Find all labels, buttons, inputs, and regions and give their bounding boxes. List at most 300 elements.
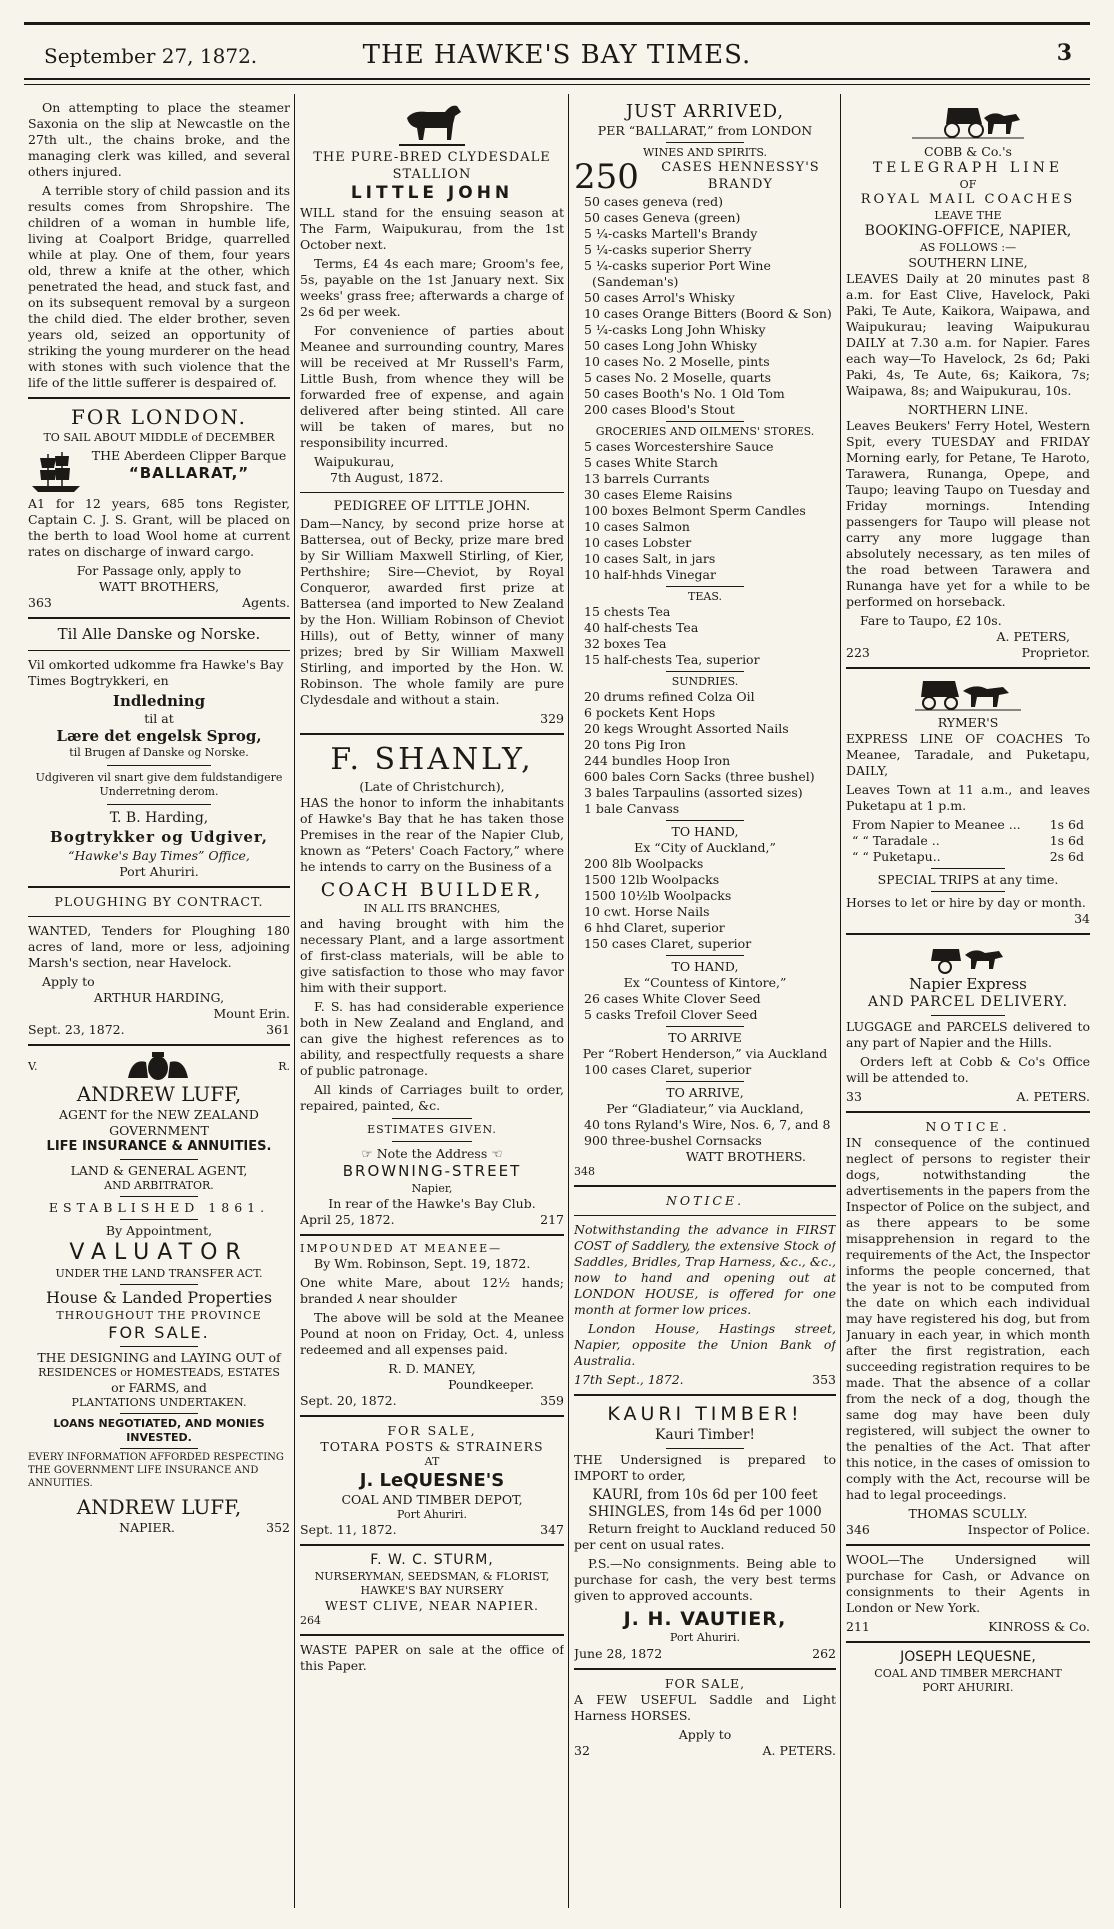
fare-row bbox=[846, 849, 1090, 865]
ship-name: “BALLARAT,” bbox=[128, 463, 250, 482]
masthead bbox=[24, 26, 1090, 72]
ad-title: FOR SALE, bbox=[387, 1422, 477, 1438]
list-item: 5 ¼-casks superior Sherry bbox=[584, 242, 752, 258]
name: THOMAS SCULLY. bbox=[908, 1505, 1028, 1521]
ad-intro: THE Aberdeen Clipper Barque bbox=[91, 447, 287, 463]
name: A. PETERS. bbox=[762, 1742, 836, 1758]
ad-body: A FEW USEFUL Saddle and Light Harness HORSES. bbox=[574, 1691, 836, 1723]
text: PER “BALLARAT,” from LONDON bbox=[597, 123, 813, 139]
horse-icon bbox=[397, 100, 467, 150]
ad-number: 211 bbox=[846, 1618, 870, 1634]
list-item: 50 cases Geneva (green) bbox=[584, 210, 741, 226]
ad-number: 223 bbox=[846, 644, 870, 660]
ad-cobb-and-co bbox=[846, 100, 1090, 661]
list-item: 10 cases Salmon bbox=[584, 519, 690, 535]
list-item: 50 cases Long John Whisky bbox=[584, 338, 757, 354]
ad-body: HAS the honor to inform the inhabitants of Hawke's Bay that he has taken those Premises in the rear of the Napier Club, known as “Peters' Coach Factory,” where he intends to carry on the Business of a bbox=[300, 795, 564, 875]
divider bbox=[931, 1015, 1004, 1016]
list-item: 32 boxes Tea bbox=[584, 636, 667, 652]
newspaper-title: THE HAWKE'S BAY TIMES. bbox=[362, 40, 752, 70]
ad-number: 33 bbox=[846, 1088, 862, 1104]
text: By Wm. Robinson, Sept. 19, 1872. bbox=[314, 1255, 531, 1271]
street: BROWNING-STREET bbox=[342, 1162, 522, 1181]
ad-number: 34 bbox=[1074, 910, 1090, 926]
column-4 bbox=[846, 100, 1090, 1912]
route-title: SOUTHERN LINE, bbox=[908, 254, 1028, 270]
divider bbox=[666, 955, 745, 956]
grocer-list bbox=[574, 439, 836, 583]
date: 7th August, 1872. bbox=[330, 470, 444, 485]
text: V. bbox=[28, 1059, 38, 1073]
fare-route: “ “ Puketapu.. bbox=[852, 848, 941, 864]
ad-number: 359 bbox=[540, 1392, 564, 1408]
date: 17th Sept., 1872. bbox=[574, 1372, 684, 1388]
route-title: NORTHERN LINE. bbox=[907, 401, 1029, 417]
divider bbox=[846, 1111, 1090, 1113]
to-arrive-list bbox=[574, 1062, 836, 1078]
list-item: 150 cases Claret, superior bbox=[584, 936, 752, 952]
role: Inspector of Police. bbox=[967, 1521, 1090, 1537]
divider bbox=[666, 1026, 745, 1027]
divider bbox=[300, 1544, 564, 1546]
fare-price: 1s 6d bbox=[1049, 832, 1084, 848]
office: “Hawke's Bay Times” Office, bbox=[68, 847, 250, 863]
pointing-hand-icon: ☜ bbox=[487, 1146, 503, 1162]
ad-for-london bbox=[28, 405, 290, 611]
ad-title: NOTICE. bbox=[665, 1193, 745, 1209]
to-arrive-list bbox=[574, 1117, 836, 1149]
ship-row bbox=[28, 448, 290, 496]
horse-name: LITTLE JOHN bbox=[350, 183, 514, 204]
divider bbox=[931, 868, 1004, 869]
ad-body: EXPRESS LINE OF COACHES To Meanee, Taradale, and Puketapu, DAILY, bbox=[846, 730, 1090, 778]
agent-name: ANDREW LUFF, bbox=[76, 1494, 242, 1519]
list-item: 20 kegs Wrought Assorted Nails bbox=[584, 721, 789, 737]
name: A. PETERS, bbox=[996, 628, 1070, 644]
to-hand-list bbox=[574, 856, 836, 952]
merchant-name: JOSEPH LEQUESNE, bbox=[900, 1648, 1036, 1665]
text: THE DESIGNING and LAYING OUT of bbox=[37, 1350, 281, 1366]
column-1 bbox=[28, 100, 290, 1912]
ad-title: F. SHANLY, bbox=[330, 741, 534, 777]
apply: Apply to bbox=[42, 973, 95, 989]
tea-list bbox=[574, 604, 836, 668]
text: PLANTATIONS UNDERTAKEN. bbox=[71, 1396, 247, 1410]
terms: Terms, £4 4s each mare; Groom's fee, 5s, payable on the 1st January next. Six weeks' grass free; afterwards a charge of 2s 6d per week. bbox=[300, 256, 564, 319]
section-title: TO ARRIVE bbox=[668, 1030, 742, 1046]
role: Poundkeeper. bbox=[448, 1376, 534, 1392]
list-item: 15 chests Tea bbox=[584, 604, 671, 620]
place: PORT AHURIRI. bbox=[922, 1680, 1014, 1694]
divider bbox=[300, 1415, 564, 1417]
ad-number: 347 bbox=[540, 1522, 564, 1538]
section-title: TO ARRIVE, bbox=[666, 1085, 744, 1101]
ad-napier-express bbox=[846, 941, 1090, 1105]
list-item: 50 cases geneva (red) bbox=[584, 194, 723, 210]
list-item: 30 cases Eleme Raisins bbox=[584, 487, 733, 503]
address-note bbox=[300, 1146, 564, 1162]
section-title: TO HAND, bbox=[671, 959, 739, 975]
list-item: 1 bale Canvass bbox=[584, 801, 680, 817]
divider bbox=[666, 1081, 745, 1082]
divider bbox=[300, 1234, 564, 1236]
ad-body: Notwithstanding the advance in FIRST COST of Saddlery, the extensive Stock of Saddles, Bridles, Trap Harness, &c., &c., now to hand and opening out at LONDON HOUSE, is offered for one month at former low prices. bbox=[574, 1222, 836, 1318]
price-line: SHINGLES, from 14s 6d per 1000 bbox=[588, 1503, 822, 1520]
newspaper-page bbox=[24, 22, 1090, 1912]
list-item: 5 cases No. 2 Moselle, quarts bbox=[584, 370, 772, 386]
name: ARTHUR HARDING, bbox=[93, 989, 225, 1005]
list-item: 15 half-chests Tea, superior bbox=[584, 652, 760, 668]
merchant-name: J. LeQUESNE'S bbox=[359, 1469, 505, 1491]
divider bbox=[574, 1215, 836, 1216]
list-item: 40 tons Ryland's Wire, Nos. 6, 7, and 8 bbox=[584, 1117, 831, 1133]
text: AT bbox=[424, 1454, 440, 1468]
column-3 bbox=[574, 100, 836, 1912]
divider bbox=[120, 1346, 199, 1347]
text: COAL AND TIMBER DEPOT, bbox=[341, 1491, 523, 1507]
text: Ex “Countess of Kintore,” bbox=[623, 975, 787, 991]
place: Port Ahuriri. bbox=[670, 1631, 740, 1645]
divider bbox=[120, 1219, 199, 1220]
list-item: 244 bundles Hoop Iron bbox=[584, 753, 731, 769]
ad-title: Til Alle Danske og Norske. bbox=[57, 624, 261, 643]
ad-body: P.S.—No consignments. Being able to purchase for cash, the very best terms given to approved accounts. bbox=[574, 1556, 836, 1604]
list-item: 10 cases Lobster bbox=[584, 535, 692, 551]
date: Sept. 20, 1872. bbox=[300, 1392, 397, 1408]
ad-shanly bbox=[300, 741, 564, 1228]
list-item: 600 bales Corn Sacks (three bushel) bbox=[584, 769, 815, 785]
to-hand-list bbox=[574, 991, 836, 1023]
ad-lequesne bbox=[846, 1649, 1090, 1695]
list-item: 100 boxes Belmont Sperm Candles bbox=[584, 503, 806, 519]
divider bbox=[846, 667, 1090, 669]
divider bbox=[392, 1118, 471, 1119]
divider bbox=[666, 671, 745, 672]
divider bbox=[666, 142, 745, 143]
text: SPECIAL TRIPS at any time. bbox=[877, 871, 1059, 887]
list-item: 10 half-hhds Vinegar bbox=[584, 567, 716, 583]
text: By Appointment, bbox=[105, 1222, 213, 1238]
divider bbox=[666, 421, 745, 422]
ad-number: 262 bbox=[812, 1645, 836, 1661]
column-2 bbox=[300, 100, 564, 1912]
big-number: 250 bbox=[574, 157, 639, 198]
text: ESTABLISHED 1861. bbox=[48, 1199, 270, 1215]
issue-date: September 27, 1872. bbox=[44, 44, 258, 68]
ad-title: JUST ARRIVED, bbox=[625, 101, 785, 122]
fare-row bbox=[846, 817, 1090, 833]
text: THROUGHOUT THE PROVINCE bbox=[56, 1308, 262, 1322]
heading: BOOKING-OFFICE, NAPIER, bbox=[864, 222, 1072, 239]
divider bbox=[392, 1141, 471, 1142]
heading: FOR SALE. bbox=[108, 1322, 210, 1342]
list-item: 26 cases White Clover Seed bbox=[584, 991, 761, 1007]
heading: TELEGRAPH LINE bbox=[872, 160, 1064, 176]
gothic-text: Bogtrykker og Udgiver, bbox=[50, 828, 268, 847]
fare-price: 2s 6d bbox=[1049, 848, 1084, 864]
fares-table bbox=[846, 817, 1090, 865]
ad-body: Vil omkorted udkomme fra Hawke's Bay Times Bogtrykkeri, en bbox=[28, 656, 284, 688]
text: Note the Address bbox=[376, 1146, 488, 1162]
text: Napier, bbox=[411, 1181, 453, 1195]
text: RESIDENCES or HOMESTEADS, ESTATES bbox=[38, 1366, 280, 1380]
ad-body: WILL stand for the ensuing season at The Farm, Waipukurau, from the 1st October next. bbox=[300, 205, 564, 252]
ad-passage: For Passage only, apply to bbox=[76, 562, 242, 578]
list-item: 40 half-chests Tea bbox=[584, 620, 699, 636]
divider bbox=[300, 733, 564, 735]
text: til Brugen af Danske og Norske. bbox=[69, 746, 249, 760]
ad-number: 346 bbox=[846, 1521, 870, 1537]
ad-number: 361 bbox=[266, 1021, 290, 1037]
ad-rymer bbox=[846, 675, 1090, 927]
text: In rear of the Hawke's Bay Club. bbox=[328, 1195, 536, 1211]
text: COAL AND TIMBER MERCHANT bbox=[874, 1666, 1062, 1680]
text: LEAVE THE bbox=[934, 208, 1002, 222]
divider bbox=[574, 1185, 836, 1187]
ad-saddlery-notice bbox=[574, 1193, 836, 1388]
divider bbox=[120, 1284, 199, 1285]
ad-subtitle: TO SAIL ABOUT MIDDLE of DECEMBER bbox=[43, 430, 275, 444]
ad-body: Return freight to Auckland reduced 50 per cent on usual rates. bbox=[574, 1521, 836, 1553]
text: AGENT for the NEW ZEALAND GOVERNMENT bbox=[59, 1107, 259, 1139]
date: June 28, 1872 bbox=[574, 1645, 663, 1661]
ad-kauri bbox=[574, 1402, 836, 1661]
section-title: TEAS. bbox=[688, 590, 722, 604]
fare-row bbox=[846, 833, 1090, 849]
place: Waipukurau, bbox=[314, 454, 395, 469]
ad-body: All kinds of Carriages built to order, repaired, painted, &c. bbox=[300, 1082, 564, 1114]
fare-route: “ “ Taradale .. bbox=[852, 832, 940, 848]
divider bbox=[574, 1394, 836, 1396]
name: A. PETERS. bbox=[1016, 1088, 1090, 1104]
text: or FARMS, and bbox=[111, 1380, 207, 1396]
name: KINROSS & Co. bbox=[988, 1618, 1090, 1634]
divider bbox=[28, 1044, 290, 1046]
ad-number: 329 bbox=[540, 710, 564, 726]
text: Horses to let or hire by day or month. bbox=[846, 894, 1086, 910]
list-item: 10 cases No. 2 Moselle, pints bbox=[584, 354, 770, 370]
list-item: 1500 12lb Woolpacks bbox=[584, 872, 720, 888]
agent-role: Agents. bbox=[242, 594, 290, 610]
divider bbox=[28, 650, 290, 651]
agent-name: ANDREW LUFF, bbox=[76, 1081, 242, 1106]
section-title: TO HAND, bbox=[671, 824, 739, 840]
divider bbox=[120, 1159, 199, 1160]
pointing-hand-icon: ☞ bbox=[361, 1146, 377, 1162]
divider bbox=[120, 1448, 199, 1449]
news-item: A terrible story of child passion and its results comes from Shropshire. The children of a woman in humble life, living at Coalport Bridge, quarrelled while at play. One of them, four years old, threw a knife at the other, which penetrated the head, and stuck fast, and on its subsequent removal by a surgeon the child died. The elder brother, seven years old, seized an opportunity of striking the young murderer on the head with stones with such violence that the life of the little sufferer is despaired of. bbox=[28, 183, 290, 390]
merchant-name: J. H. VAUTIER, bbox=[623, 1608, 787, 1631]
text: IN ALL ITS BRANCHES, bbox=[363, 902, 501, 916]
text: Udgiveren vil snart give dem fuldstandigere Underretning derom. bbox=[35, 771, 283, 799]
ad-number: 363 bbox=[28, 594, 52, 610]
page-number: 3 bbox=[1056, 40, 1072, 66]
divider bbox=[28, 617, 290, 619]
merchant-name: WATT BROTHERS. bbox=[685, 1149, 806, 1165]
wine-list bbox=[574, 194, 836, 418]
agent-name: WATT BROTHERS, bbox=[98, 578, 220, 594]
price-line: KAURI, from 10s 6d per 100 feet bbox=[592, 1486, 818, 1503]
news-item: On attempting to place the steamer Saxonia on the slip at Newcastle on the 27th ult., the chains broke, and the managing clerk was killed, and several others injured. bbox=[28, 100, 290, 179]
ad-totara bbox=[300, 1423, 564, 1538]
ad-title: Napier Express bbox=[909, 974, 1027, 993]
masthead-rule bbox=[24, 78, 1090, 80]
section-title: WINES AND SPIRITS. bbox=[642, 146, 768, 160]
heading: Indledning bbox=[112, 691, 206, 710]
ad-dog-notice bbox=[846, 1119, 1090, 1538]
text: NURSERYMAN, SEEDSMAN, & FLORIST, bbox=[314, 1569, 550, 1583]
heading: Lære det engelsk Sprog, bbox=[56, 727, 262, 746]
text: LAND & GENERAL AGENT, bbox=[70, 1162, 248, 1178]
ad-body: WANTED, Tenders for Ploughing 180 acres of land, more or less, adjoining Marsh's section, near Havelock. bbox=[28, 922, 290, 970]
list-item: 20 tons Pig Iron bbox=[584, 737, 686, 753]
ad-title: F. W. C. STURM, bbox=[370, 1552, 494, 1569]
list-item: 1500 10½lb Woolpacks bbox=[584, 888, 732, 904]
route-body: LEAVES Daily at 20 minutes past 8 a.m. for East Clive, Havelock, Paki Paki, Te Aute, Kaikora, Waipawa, and Waipukurau; leaving Waipukurau DAILY at 7.30 a.m. for Napier. Fares each way—To Havelock, 2s 6d; Paki Paki, 4s, Te Aute, 6s; Kaikora, 7s; Waipawa, 8s; and Waipukurau, 10s. bbox=[846, 270, 1090, 398]
pedigree-title: PEDIGREE OF LITTLE JOHN. bbox=[333, 499, 531, 514]
royal-arms-icon bbox=[118, 1052, 198, 1082]
column-rule bbox=[840, 94, 841, 1908]
ad-body: IN consequence of the continued neglect of persons to register their dogs, notwithstanding the advertisements in the papers from the Inspector of Police on the subject, and as there appears to be some misapprehension in regard to the requirements of the Act, the Inspector informs the people concerned, that the year is not to be computed from the date on which each individual may have registered his dog, but from January in each year, in which month after the first registration, each succeeding registration requires to be made. That the absence of a collar from the neck of a dog, though the same dog may have been duly registered, will subject the owner to the penalties of the Act. That after this notice, in the cases of omission to comply with the Act, recourse will be had to legal proceedings. bbox=[846, 1134, 1090, 1502]
publisher-name: T. B. Harding, bbox=[109, 810, 209, 827]
trade: COACH BUILDER, bbox=[320, 879, 544, 902]
ad-body: A1 for 12 years, 685 tons Register, Captain C. J. S. Grant, will be placed on the berth to load Wool home at current rates on discharge of inward cargo. bbox=[28, 495, 290, 559]
ad-title: RYMER'S bbox=[937, 714, 999, 730]
text: ESTIMATES GIVEN. bbox=[367, 1123, 497, 1137]
divider bbox=[574, 1668, 836, 1670]
ad-number: 217 bbox=[540, 1211, 564, 1227]
ad-title: KAURI TIMBER! bbox=[607, 1403, 803, 1426]
text: CASES HENNESSY'S BRANDY bbox=[661, 160, 820, 193]
ad-subtitle: AND PARCEL DELIVERY. bbox=[867, 993, 1069, 1010]
section-title: SUNDRIES. bbox=[671, 675, 739, 689]
text: R. bbox=[278, 1059, 290, 1073]
list-item: 5 casks Trefoil Clover Seed bbox=[584, 1007, 758, 1023]
divider bbox=[300, 1634, 564, 1636]
date: Sept. 11, 1872. bbox=[300, 1522, 397, 1538]
text: HAWKE'S BAY NURSERY bbox=[360, 1584, 504, 1597]
stagecoach-icon bbox=[913, 675, 1023, 715]
place: NAPIER. bbox=[119, 1520, 175, 1536]
ad-title: COBB & Co.'s bbox=[924, 144, 1012, 159]
ad-body: THE Undersigned is prepared to IMPORT to order, bbox=[574, 1451, 836, 1483]
sailing-ship-icon bbox=[28, 448, 84, 496]
list-item: 5 ¼-casks Martell's Brandy bbox=[584, 226, 758, 242]
place: Mount Erin. bbox=[213, 1005, 290, 1021]
ad-body: For convenience of parties about Meanee and surrounding country, Mares will be received at Mr Russell's Farm, Little Bush, from whence they will be forwarded free of expense, and again delivered after being stinted. All care will be taken of mares, but no responsibility incurred. bbox=[300, 323, 564, 450]
ad-title: IMPOUNDED AT MEANEE— bbox=[300, 1241, 503, 1255]
divider bbox=[666, 820, 745, 821]
divider bbox=[28, 916, 290, 917]
list-item: 3 bales Tarpaulins (assorted sizes) bbox=[584, 785, 803, 801]
ad-number: 352 bbox=[266, 1520, 290, 1536]
divider bbox=[666, 586, 745, 587]
ad-danish bbox=[28, 625, 290, 880]
ad-body: WOOL—The Undersigned will purchase for Cash, or Advance on consignments to their Agents in London or New York. bbox=[846, 1551, 1090, 1615]
ad-body: Orders left at Cobb & Co's Office will be attended to. bbox=[846, 1053, 1090, 1085]
heading: House & Landed Properties bbox=[45, 1288, 273, 1308]
divider bbox=[846, 1544, 1090, 1546]
list-item: 200 8lb Woolpacks bbox=[584, 856, 704, 872]
place: WEST CLIVE, NEAR NAPIER. bbox=[324, 1598, 540, 1614]
divider bbox=[107, 804, 212, 805]
date: April 25, 1872. bbox=[300, 1211, 395, 1227]
list-item: 50 cases Arrol's Whisky bbox=[584, 290, 735, 306]
ad-title: THE PURE-BRED CLYDESDALE STALLION bbox=[313, 150, 551, 182]
list-item: 10 cases Orange Bitters (Boord & Son) bbox=[584, 306, 832, 322]
ad-body: LUGGAGE and PARCELS delivered to any part of Napier and the Hills. bbox=[846, 1018, 1090, 1050]
cart-icon bbox=[923, 941, 1013, 975]
ad-wool bbox=[846, 1552, 1090, 1635]
ad-body: TOTARA POSTS & STRAINERS bbox=[320, 1438, 544, 1454]
ad-ploughing bbox=[28, 894, 290, 1038]
ad-waste-paper: WASTE PAPER on sale at the office of this Paper. bbox=[300, 1642, 564, 1674]
divider bbox=[846, 1641, 1090, 1643]
divider bbox=[666, 1448, 745, 1449]
hennessy-row bbox=[574, 157, 836, 198]
text: LOANS NEGOTIATED, AND MONIES INVESTED. bbox=[53, 1417, 265, 1445]
ad-sturm bbox=[300, 1552, 564, 1628]
divider bbox=[120, 1413, 199, 1414]
column-rule bbox=[568, 94, 569, 1908]
text: Per “Robert Henderson,” via Auckland bbox=[582, 1046, 828, 1062]
divider bbox=[28, 886, 290, 888]
ad-number: 32 bbox=[574, 1742, 590, 1758]
divider bbox=[300, 492, 564, 493]
text: AND ARBITRATOR. bbox=[104, 1178, 214, 1192]
ad-body: The above will be sold at the Meanee Pound at noon on Friday, Oct. 4, unless redeemed and all expenses paid. bbox=[300, 1309, 564, 1357]
text: (Late of Christchurch), bbox=[359, 779, 505, 795]
apply: Apply to bbox=[678, 1726, 732, 1742]
sundries-list bbox=[574, 689, 836, 817]
list-item: 900 three-bushel Cornsacks bbox=[584, 1133, 762, 1149]
text: OF bbox=[959, 177, 977, 191]
list-item: 13 barrels Currants bbox=[584, 471, 710, 487]
section-title: GROCERIES AND OILMENS' STORES. bbox=[595, 425, 815, 439]
text: AS FOLLOWS :— bbox=[919, 240, 1017, 254]
address: London House, Hastings street, Napier, opposite the Union Bank of Australia. bbox=[574, 1321, 836, 1369]
pedigree: Dam—Nancy, by second prize horse at Battersea, out of Becky, prize mare bred by Sir William Maxwell Stirling, of Kier, Perthshire; Sire—Cheviot, by Royal Conqueror, awarded first prize at Battersea (and imported to New Zealand by the Hon. William Robinson of Cheviot Hills), out of Betty, winner of many prizes; bred by Sir William Maxwell Stirling, and imported by the Hon. W. Robinson. The whole family are pure Clydesdale and without a stain. bbox=[300, 515, 564, 707]
divider bbox=[931, 891, 1004, 892]
ad-body: One white Mare, about 12½ hands; branded ⅄ near shoulder bbox=[300, 1274, 564, 1306]
place: Port Ahuriri. bbox=[397, 1507, 467, 1521]
list-item: 5 ¼-casks superior Port Wine (Sandeman's) bbox=[584, 258, 771, 290]
ad-clydesdale bbox=[300, 100, 564, 727]
ad-title: PLOUGHING BY CONTRACT. bbox=[54, 893, 264, 909]
list-item: 20 drums refined Colza Oil bbox=[584, 689, 755, 705]
ad-number: 264 bbox=[300, 1614, 321, 1628]
text: Per “Gladiateur,” via Auckland, bbox=[606, 1101, 804, 1117]
stagecoach-icon bbox=[908, 100, 1028, 144]
list-item: 5 cases White Starch bbox=[584, 455, 718, 471]
ad-body: Leaves Town at 11 a.m., and leaves Puketapu at 1 p.m. bbox=[846, 781, 1090, 813]
role: Proprietor. bbox=[1021, 644, 1090, 660]
list-item: 10 cases Salt, in jars bbox=[584, 551, 716, 567]
ad-body: F. S. has had considerable experience both in New Zealand and England, and can give the highest references as to ability, and respectfully requests a share of public patronage. bbox=[300, 999, 564, 1079]
list-item: 6 pockets Kent Hops bbox=[584, 705, 716, 721]
text: LIFE INSURANCE & ANNUITIES. bbox=[46, 1139, 272, 1155]
route-body: Leaves Beukers' Ferry Hotel, Western Spit, every TUESDAY and FRIDAY Morning early, for Petane, Te Haroto, Tarawera, Runanga, Opepe, and Taupo; leaving Taupo on Tuesday and Friday mornings. Intending passengers for Taupo will please not carry any more luggage than absolutely necessary, as ten miles of the road between Tarawera and Runanga have yet for a while to be performed on horseback. bbox=[846, 417, 1090, 609]
fare-route: From Napier to Meanee ... bbox=[852, 816, 1021, 832]
list-item: 6 hhd Claret, superior bbox=[584, 920, 725, 936]
ad-subtitle: Kauri Timber! bbox=[654, 1426, 756, 1443]
list-item: 10 cwt. Horse Nails bbox=[584, 904, 710, 920]
list-item: 50 cases Booth's No. 1 Old Tom bbox=[584, 386, 785, 402]
ad-impounded bbox=[300, 1242, 564, 1409]
ad-title: FOR SALE, bbox=[664, 1675, 746, 1691]
divider bbox=[28, 397, 290, 399]
masthead-rule-thin bbox=[24, 84, 1090, 85]
